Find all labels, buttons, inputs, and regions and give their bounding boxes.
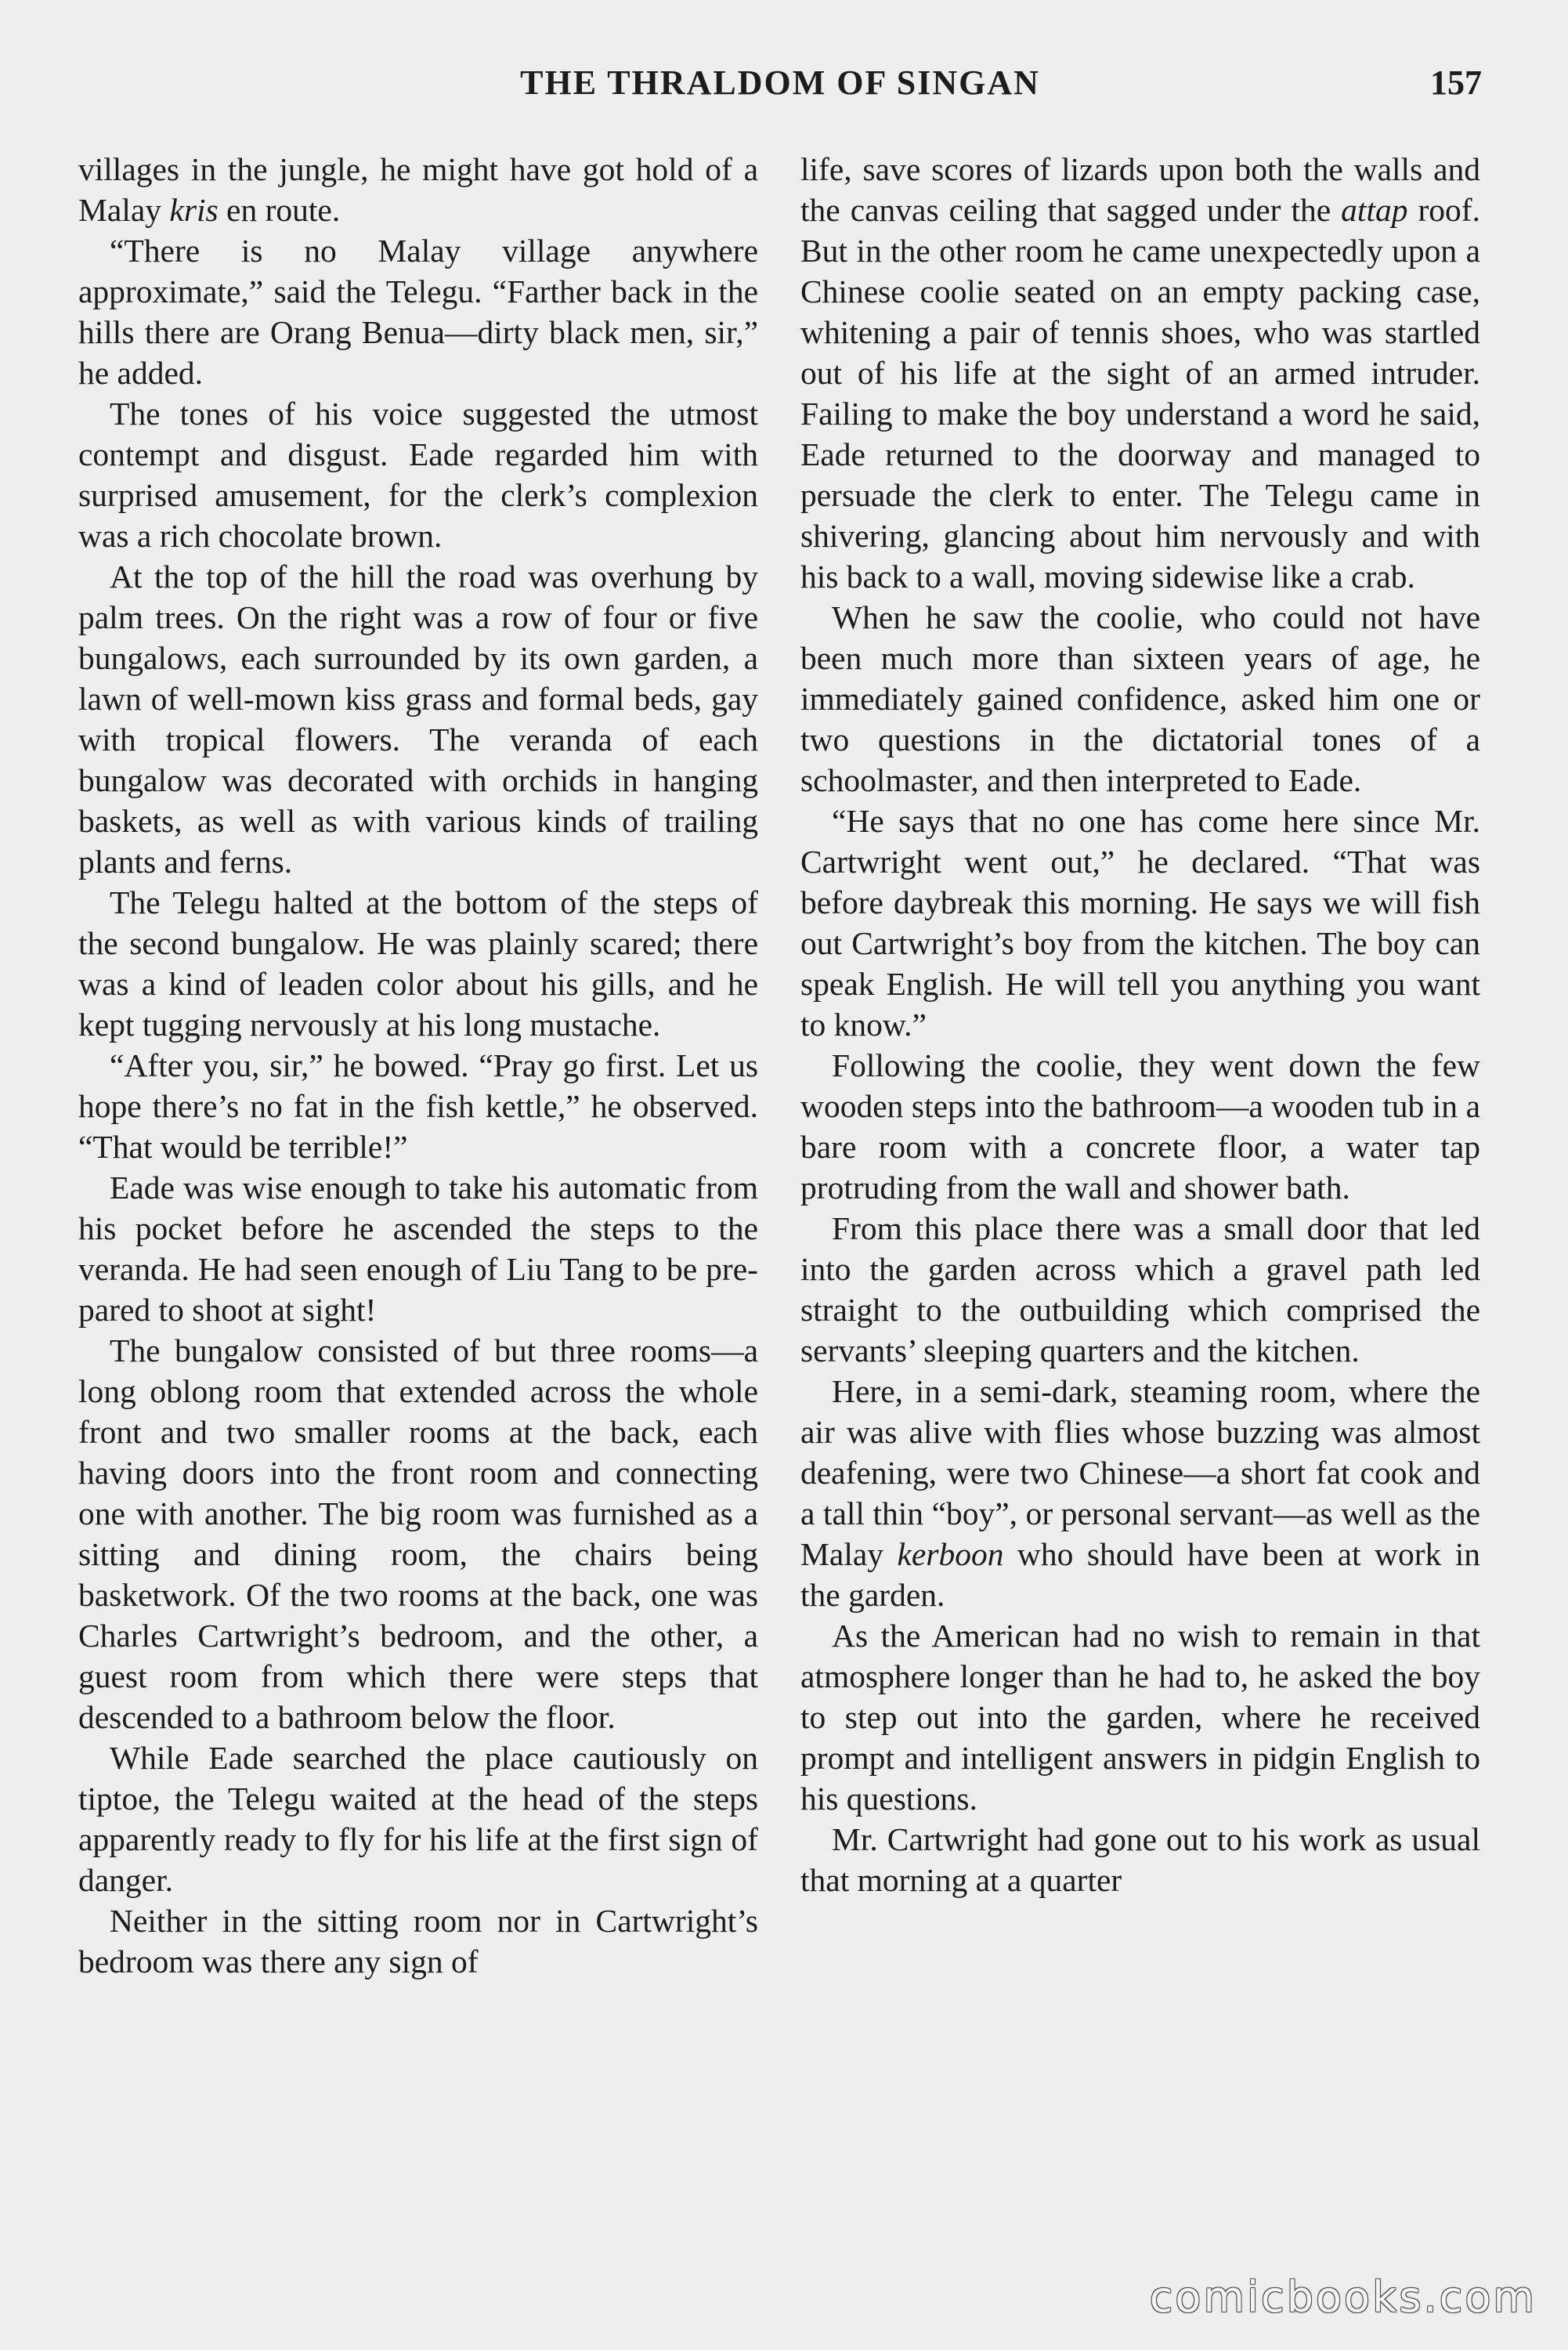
paragraph: When he saw the coolie, who could not have been much more than sixteen years of age, he immediately gained confidence, asked him one or two questions in the dictatorial tones of a schoolmaster, and then interpreted to Eade. <box>800 599 1480 798</box>
left-column <box>78 149 758 1982</box>
paragraph: Neither in the sitting room nor in Cartwright’s bedroom was there any sign of <box>78 1903 758 1979</box>
paragraph: The Telegu halted at the bottom of the steps of the second bungalow. He was plainly scared; there was a kind of leaden color about his gills, and he kept tugging nervously at his long mustache. <box>78 884 758 1043</box>
paragraph: The tones of his voice suggested the utmost contempt and disgust. Eade regarded him with surprised amusement, for the clerk’s complexion was a rich chocolate brown. <box>78 396 758 554</box>
running-title: THE THRALDOM OF SINGAN <box>520 63 1040 102</box>
paragraph: villages in the jungle, he might have got hold of a Malay kris en route. <box>78 151 758 228</box>
paragraph: “After you, sir,” he bowed. “Pray go first. Let us hope there’s no fat in the fish kettle,” he observed. “That would be terrible!” <box>78 1047 758 1165</box>
paragraph: Mr. Cartwright had gone out to his work as usual that morning at a quarter <box>800 1821 1480 1898</box>
page-number: 157 <box>1430 63 1482 102</box>
paragraph: From this place there was a small door that led into the garden across which a gravel path led straight to the outbuilding which comprised the servants’ sleeping quarters and the kitchen. <box>800 1210 1480 1368</box>
paragraph: At the top of the hill the road was overhung by palm trees. On the right was a row of four or five bungalows, each surrounded by its own garden, a lawn of well-mown kiss grass and formal beds, gay with tropical flowers. The veranda of each bungalow was decorated with orchids in hanging baskets, as well as with various kinds of trailing plants and ferns. <box>78 559 758 880</box>
paragraph: “There is no Malay village anywhere approximate,” said the Telegu. “Farther back in the hills there are Orang Benua—dirty black men, sir,” he added. <box>78 233 758 391</box>
paragraph: Eade was wise enough to take his automatic from his pocket before he ascended the steps to the veranda. He had seen enough of Liu Tang to be prepared to shoot at sight! <box>78 1170 758 1328</box>
paragraph: life, save scores of lizards upon both the walls and the canvas ceiling that sagged under the attap roof. But in the other room he came unexpectedly upon a Chinese coolie seated on an empty packing case, whitening a pair of tennis shoes, who was startled out of his life at the sight of an armed intruder. Failing to make the boy understand a word he said, Eade returned to the doorway and managed to persuade the clerk to enter. The Telegu came in shivering, glancing about him nervously and with his back to a wall, moving sidewise like a crab. <box>800 151 1480 595</box>
paragraph: “He says that no one has come here since Mr. Cartwright went out,” he declared. “That was before daybreak this morning. He says we will fish out Cartwright’s boy from the kitchen. The boy can speak English. He will tell you anything you want to know.” <box>800 803 1480 1043</box>
running-head <box>78 63 1482 110</box>
paragraph: Here, in a semi-dark, steaming room, where the air was alive with flies whose buzzing was almost deafening, were two Chinese—a short fat cook and a tall thin “boy”, or personal servant—as well as the Malay kerboon who should have been at work in the garden. <box>800 1373 1480 1613</box>
paragraph: Following the coolie, they went down the few wooden steps into the bathroom—a wooden tub in a bare room with a concrete floor, a water tap protruding from the wall and shower bath. <box>800 1047 1480 1206</box>
paragraph: As the American had no wish to remain in that atmosphere longer than he had to, he asked the boy to step out into the garden, where he received prompt and intelligent answers in pidgin English to his questions. <box>800 1618 1480 1817</box>
paragraph: The bungalow consisted of but three rooms—a long oblong room that extended across the whole front and two smaller rooms at the back, each having doors into the front room and connecting one with another. The big room was furnished as a sitting and dining room, the chairs being basketwork. Of the two rooms at the back, one was Charles Cartwright’s bedroom, and the other, a guest room from which there were steps that descended to a bathroom below the floor. <box>78 1332 758 1735</box>
watermark: comicbooks.com <box>1149 2272 1537 2322</box>
right-column <box>800 149 1480 1900</box>
paragraph: While Eade searched the place cautiously on tiptoe, the Telegu waited at the head of the steps apparently ready to fly for his life at the first sign of danger. <box>78 1740 758 1898</box>
